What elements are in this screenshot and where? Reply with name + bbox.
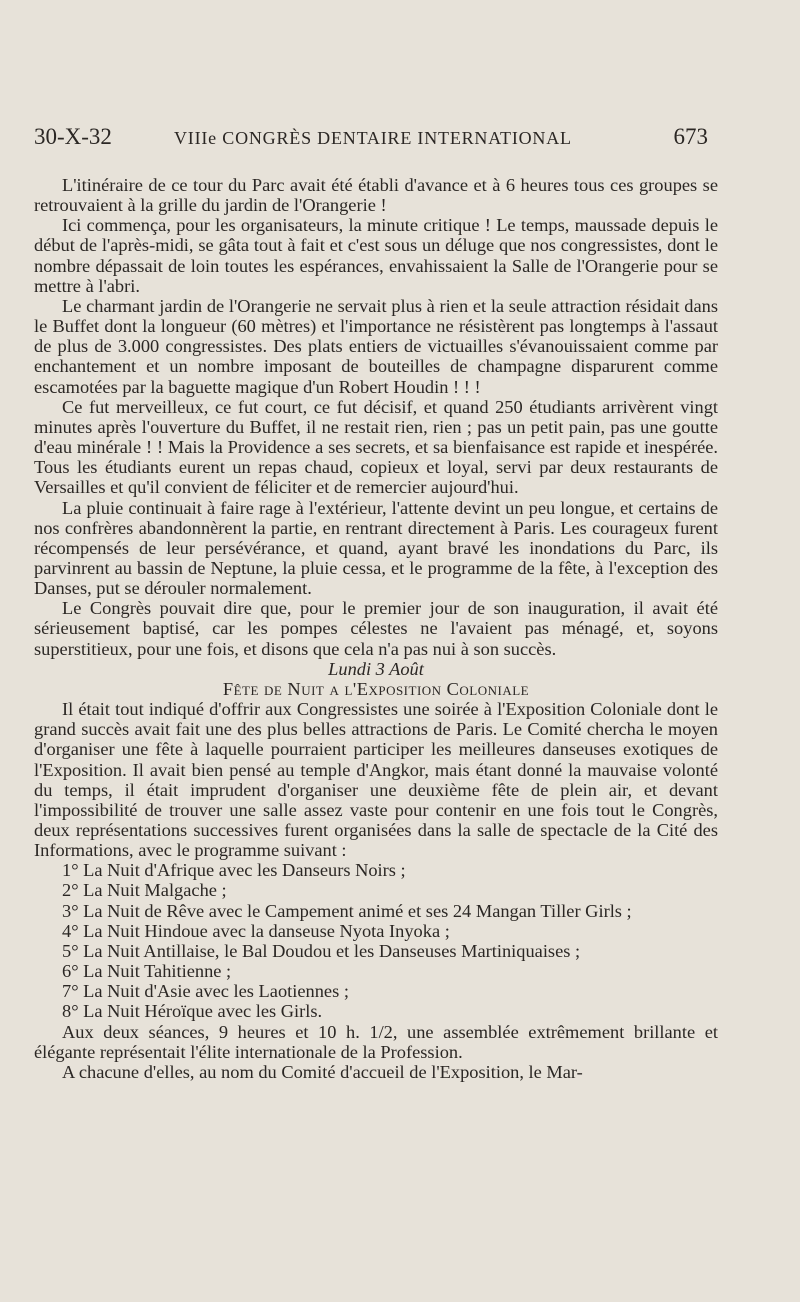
program-list <box>34 860 718 1021</box>
program-item: 7° La Nuit d'Asie avec les Laotiennes ; <box>62 981 349 1002</box>
section-heading: Fête de Nuit a l'Exposition Coloniale <box>222 678 530 699</box>
program-item: 4° La Nuit Hindoue avec la danseuse Nyota Inyoka ; <box>62 920 450 941</box>
header-title: VIIIe CONGRÈS DENTAIRE INTERNATIONAL <box>174 128 572 148</box>
header-date: 30-X-32 <box>34 124 112 149</box>
paragraph: Le charmant jardin de l'Orangerie ne servait plus à rien et la seule attraction résidait dans le Buffet dont la longueur (60 mètres) et l'importance ne résistèrent pas longtemps à l'assaut de plus de 3.000 congressistes. Des plats entiers de victuailles s'évanouissaient comme par enchantement et un nombre imposant de bouteilles de champagne disparurent comme escamotées par la baguette magique d'un Robert Houdin ! ! ! <box>34 295 718 397</box>
intro-paragraph: Il était tout indiqué d'offrir aux Congressistes une soirée à l'Exposition Coloniale dont le grand succès avait fait une des plus belles attractions de Paris. Le Comité chercha le moyen d'organiser une fête à laquelle pourraient participer les meilleures danseuses exotiques de l'Exposition. Il avait bien pensé au temple d'Angkor, mais étant donné la mauvaise volonté du temps, il était imprudent d'organiser une deuxième fête de plein air, et devant l'impossibilité de trouver une salle assez vaste pour contenir en une fois tout le Congrès, deux représentations successives furent organisées dans la salle de spectacle de la Cité des Informations, avec le programme suivant : <box>34 699 718 861</box>
paragraph: A chacune d'elles, au nom du Comité d'accueil de l'Exposition, le Mar- <box>62 1061 583 1082</box>
paragraph: La pluie continuait à faire rage à l'extérieur, l'attente devint un peu longue, et certains de nos confrères abandonnèrent la partie, en rentrant directement à Paris. Les courageux furent récompensés de leur persévérance, et quand, ayant bravé les inondations du Parc, ils parvinrent au bassin de Neptune, la pluie cessa, et le programme de la fête, à l'exception des Danses, put se dérouler normalement. <box>34 497 718 599</box>
running-header <box>34 124 708 158</box>
program-item: 5° La Nuit Antillaise, le Bal Doudou et les Danseuses Martiniquaises ; <box>62 940 581 961</box>
date-heading: Lundi 3 Août <box>328 658 424 679</box>
paragraph: L'itinéraire de ce tour du Parc avait été établi d'avance et à 6 heures tous ces groupes se retrouvaient à la grille du jardin de l'Orangerie ! <box>34 175 718 216</box>
program-item: 3° La Nuit de Rêve avec le Campement animé et ses 24 Mangan Tiller Girls ; <box>62 900 632 921</box>
program-item: 6° La Nuit Tahitienne ; <box>62 961 232 982</box>
body-text <box>34 175 718 1082</box>
paragraph: Le Congrès pouvait dire que, pour le premier jour de son inauguration, il avait été sérieusement baptisé, car les pompes célestes ne l'avaient pas ménagé, et, soyons superstitieux, pour une fois, et disons que cela n'a pas nui à son succès. <box>34 598 718 659</box>
paragraph: Aux deux séances, 9 heures et 10 h. 1/2, une assemblée extrêmement brillante et élégante représentait l'élite internationale de la Profession. <box>34 1021 718 1062</box>
program-item: 8° La Nuit Héroïque avec les Girls. <box>62 1001 323 1022</box>
program-item: 2° La Nuit Malgache ; <box>62 880 227 901</box>
page-number: 673 <box>673 124 708 149</box>
paragraph: Ce fut merveilleux, ce fut court, ce fut décisif, et quand 250 étudiants arrivèrent vingt minutes après l'ouverture du Buffet, il ne restait rien, rien ; pas un petit pain, pas une goutte d'eau minérale ! ! Mais la Providence a ses secrets, et sa bienfaisance est rapide et inespérée. Tous les étudiants eurent un repas chaud, copieux et loyal, servi par deux restaurants de Versailles et qu'il convient de féliciter et de remercier aujourd'hui. <box>34 396 718 498</box>
paragraph: Ici commença, pour les organisateurs, la minute critique ! Le temps, maussade depuis le début de l'après-midi, se gâta tout à fait et c'est sous un déluge que nos congressistes, dont le nombre dépassait de loin toutes les espérances, envahissaient la Salle de l'Orangerie pour se mettre à l'abri. <box>34 215 718 296</box>
program-item: 1° La Nuit d'Afrique avec les Danseurs Noirs ; <box>62 860 406 881</box>
